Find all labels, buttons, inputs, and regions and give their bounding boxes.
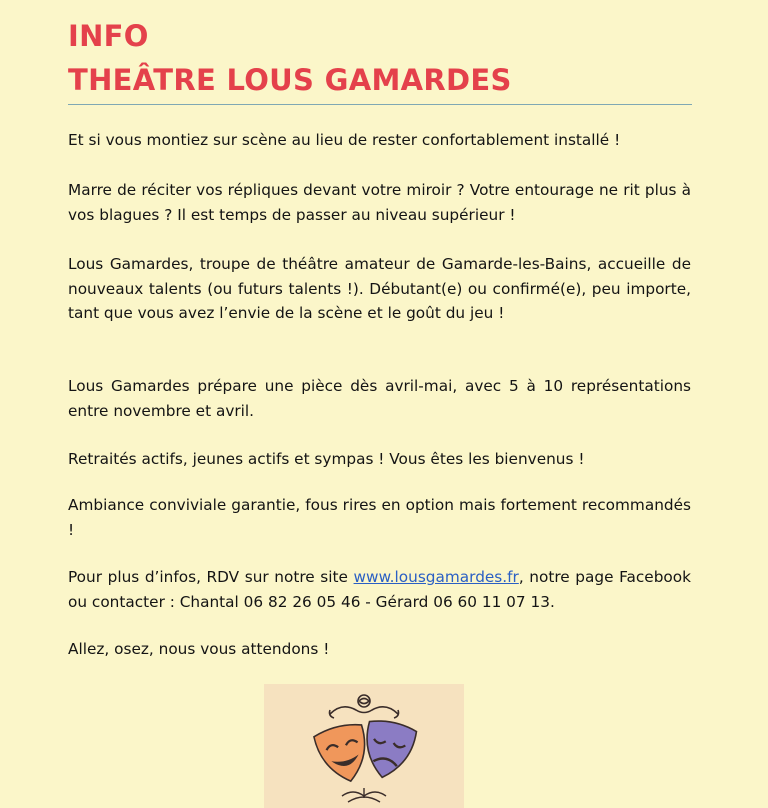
paragraph-ambiance: Ambiance conviviale garantie, fous rires en option mais fortement recommandés ! bbox=[68, 496, 691, 539]
tragedy-mask bbox=[359, 718, 418, 783]
title-divider bbox=[68, 104, 692, 105]
paragraph-intro: Et si vous montiez sur scène au lieu de rester confortablement installé ! bbox=[68, 131, 621, 149]
paragraph-troupe: Lous Gamardes, troupe de théâtre amateur de Gamarde-les-Bains, accueille de nouveaux talents (ou futurs talents !). Débutant(e) ou confirmé(e), peu importe, tant que vous avez l’envie de la scène et le goût du jeu ! bbox=[68, 255, 691, 322]
title-line-theatre: THEÂTRE LOUS GAMARDES bbox=[68, 63, 512, 97]
paragraph-closing: Allez, osez, nous vous attendons ! bbox=[68, 640, 330, 658]
troupe-logo bbox=[264, 684, 464, 808]
paragraph-contact bbox=[68, 565, 691, 614]
theatre-masks-icon bbox=[264, 684, 464, 808]
comedy-mask bbox=[313, 721, 374, 787]
website-link[interactable]: www.lousgamardes.fr bbox=[353, 568, 519, 586]
ornament-bottom bbox=[342, 788, 386, 802]
page-title bbox=[68, 14, 512, 102]
contact-text-after: , notre page Facebook ou contacter : Chantal 06 82 26 05 46 - Gérard 06 60 11 07 13. bbox=[68, 568, 691, 611]
paragraph-schedule: Lous Gamardes prépare une pièce dès avril-mai, avec 5 à 10 représentations entre novembre et avril. bbox=[68, 377, 691, 420]
title-line-info: INFO bbox=[68, 19, 149, 53]
ornament-top bbox=[330, 695, 399, 718]
contact-text-before: Pour plus d’infos, RDV sur notre site bbox=[68, 568, 354, 586]
paragraph-mirror: Marre de réciter vos répliques devant votre miroir ? Votre entourage ne rit plus à vos blagues ? Il est temps de passer au niveau supérieur ! bbox=[68, 181, 691, 224]
paragraph-welcome: Retraités actifs, jeunes actifs et sympas ! Vous êtes les bienvenus ! bbox=[68, 450, 585, 468]
